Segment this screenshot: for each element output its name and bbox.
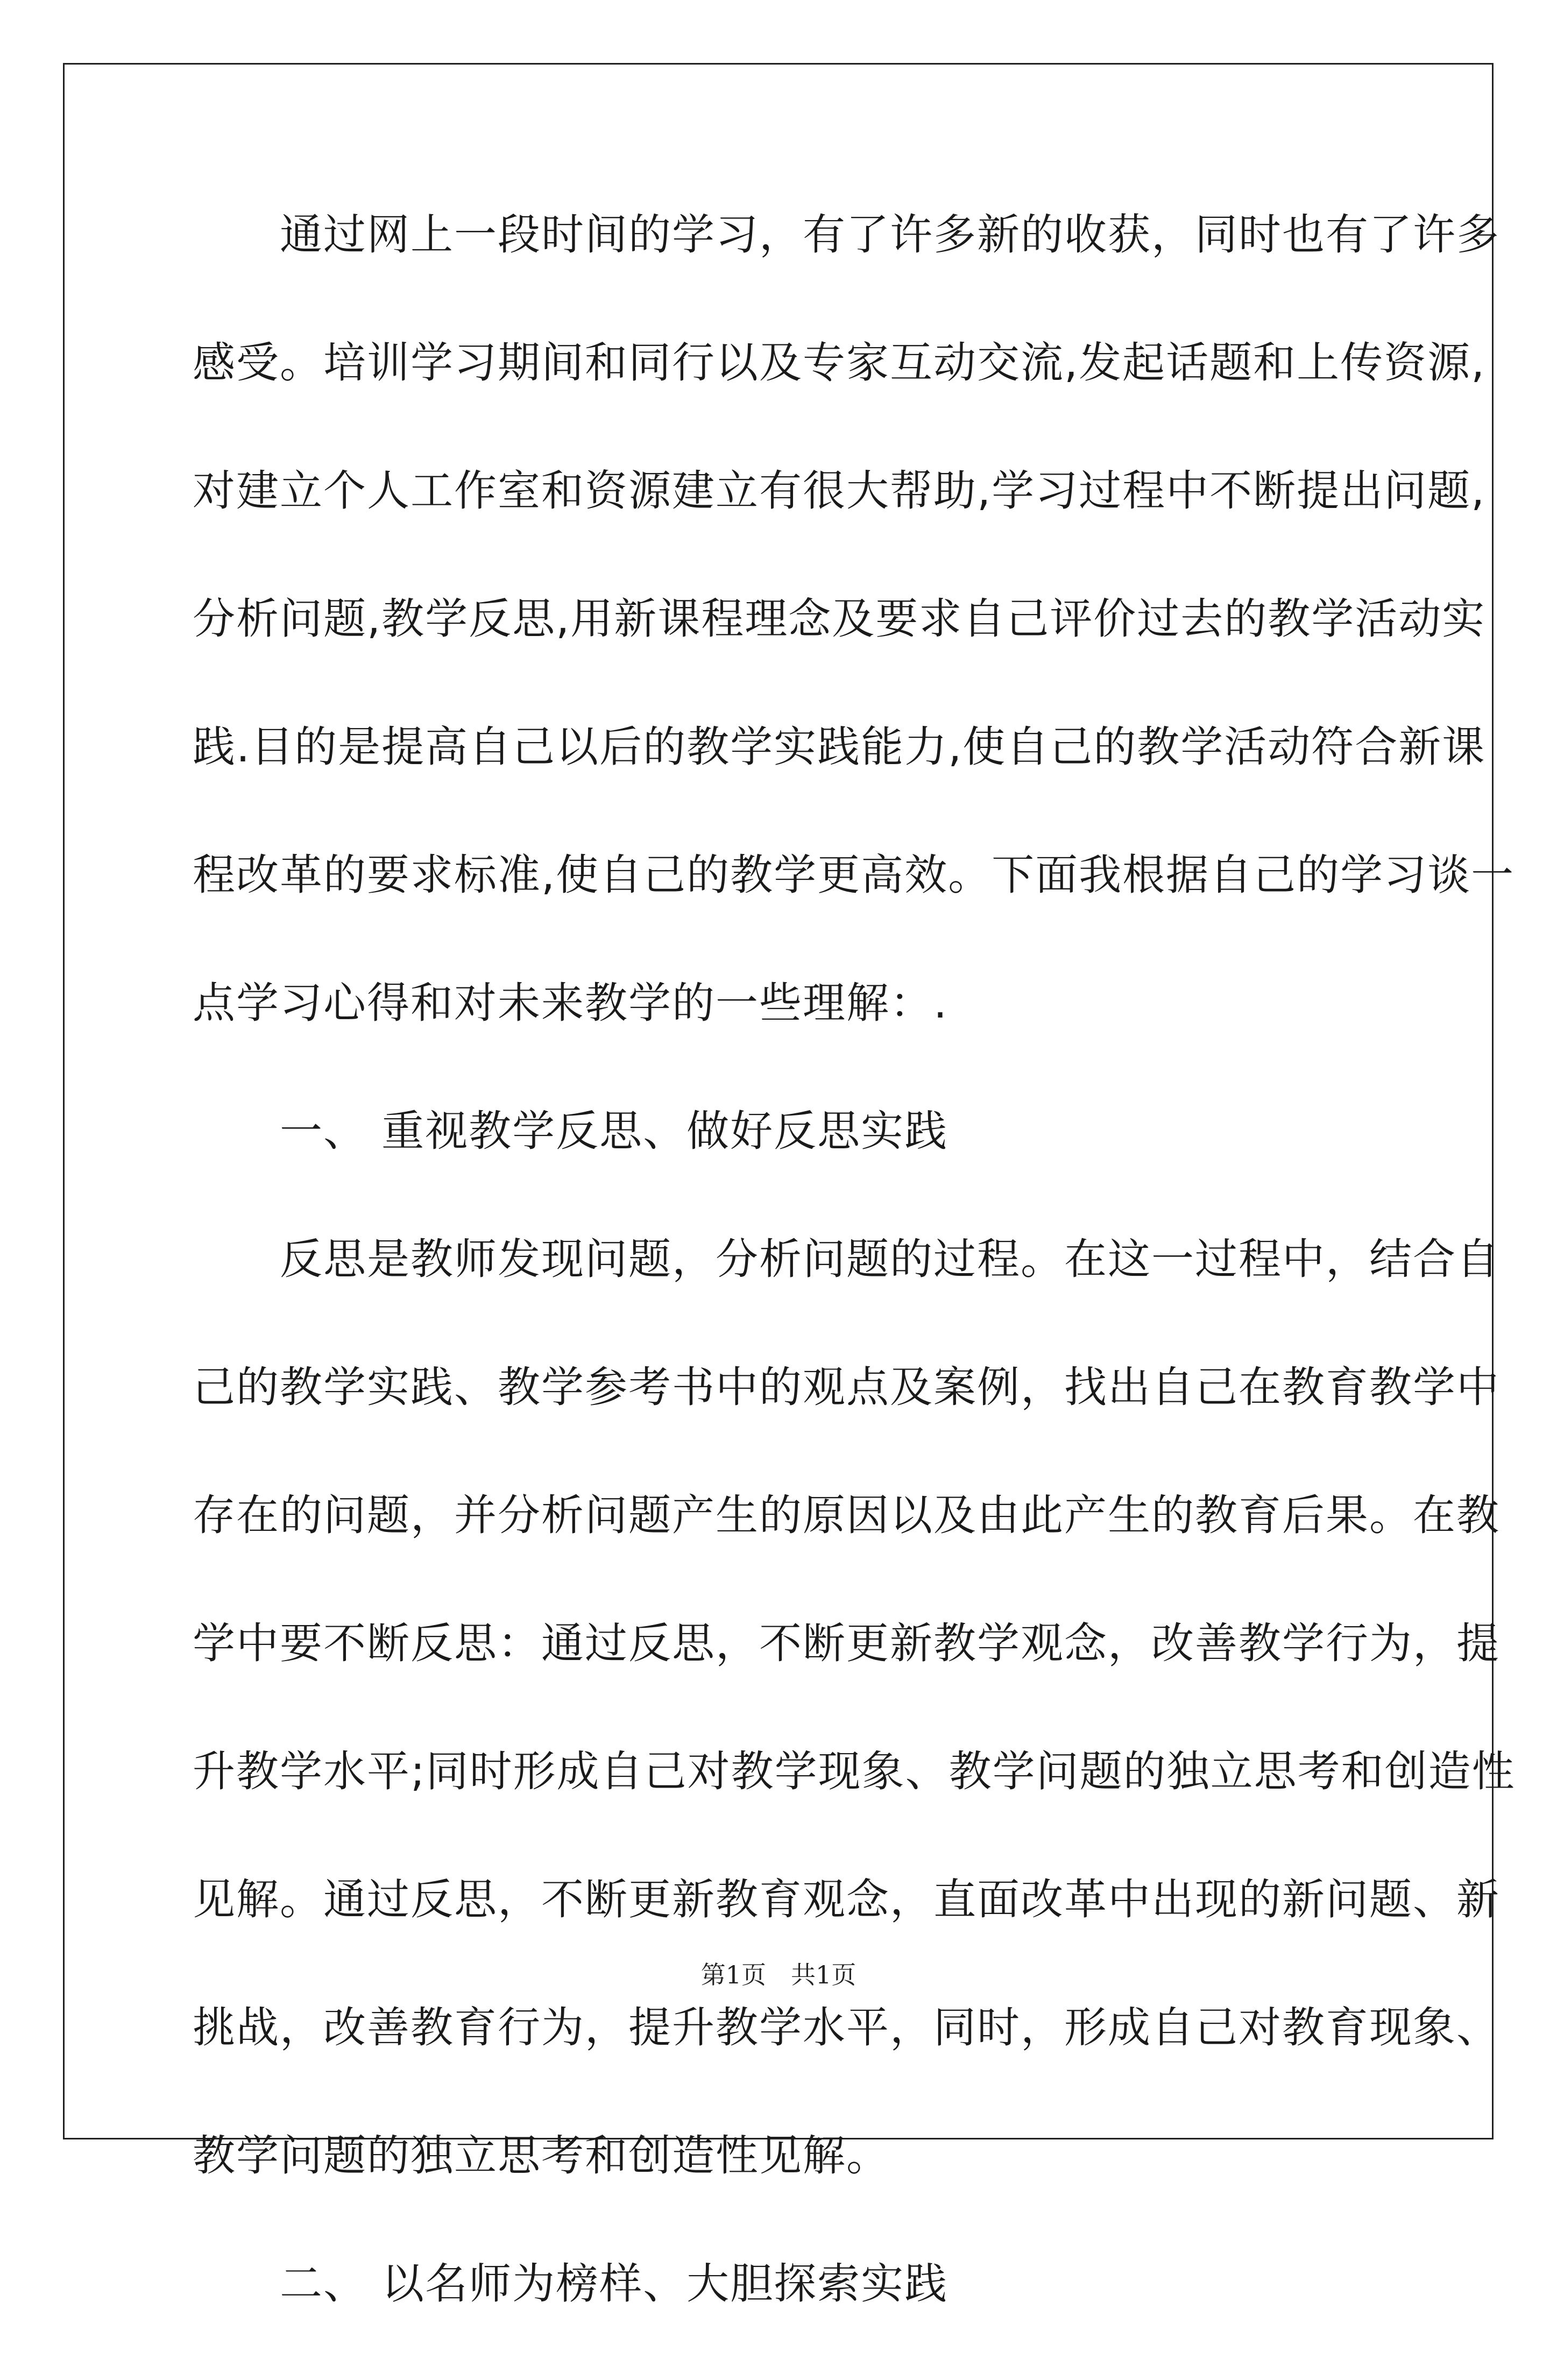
section-heading-1: 一、 重视教学反思、做好反思实践 — [193, 1106, 949, 1156]
text-line: 感受。培训学习期间和同行以及专家互动交流,发起话题和上传资源, — [193, 338, 1486, 387]
document-body — [193, 203, 1516, 2380]
text-line: 学中要不断反思：通过反思，不断更新教学观念，改善教学行为，提 — [193, 1619, 1500, 1668]
text-line: 对建立个人工作室和资源建立有很大帮助,学习过程中不断提出问题, — [193, 466, 1486, 515]
text-line: 通过网上一段时间的学习，有了许多新的收获，同时也有了许多 — [193, 210, 1500, 259]
section-heading-2: 二、 以名师为榜样、大胆探索实践 — [193, 2259, 949, 2308]
text-line: 反思是教师发现问题，分析问题的过程。在这一过程中，结合自 — [193, 1234, 1500, 1284]
text-line: 分析问题,教学反思,用新课程理念及要求自己评价过去的教学活动实 — [193, 594, 1486, 644]
text-line: 己的教学实践、教学参考书中的观点及案例，找出自己在教育教学中 — [193, 1362, 1500, 1412]
text-line: 点学习心得和对未来教学的一些理解：. — [193, 978, 949, 1028]
text-line: 存在的问题，并分析问题产生的原因以及由此产生的教育后果。在教 — [193, 1491, 1500, 1540]
text-line: 挑战，改善教育行为，提升教学水平，同时，形成自己对教育现象、 — [193, 2003, 1500, 2052]
text-line: 教学问题的独立思考和创造性见解。 — [193, 2131, 890, 2180]
page-number-footer: 第1页 共1页 — [700, 1960, 857, 1989]
text-line: 程改革的要求标准,使自己的教学更高效。下面我根据自己的学习谈一 — [193, 850, 1515, 900]
text-line: 升教学水平;同时形成自己对教学现象、教学问题的独立思考和创造性 — [193, 1747, 1516, 1796]
text-line: 践.目的是提高自己以后的教学实践能力,使自己的教学活动符合新课 — [193, 722, 1486, 772]
text-line: 见解。通过反思，不断更新教育观念，直面改革中出现的新问题、新 — [193, 1875, 1500, 1924]
